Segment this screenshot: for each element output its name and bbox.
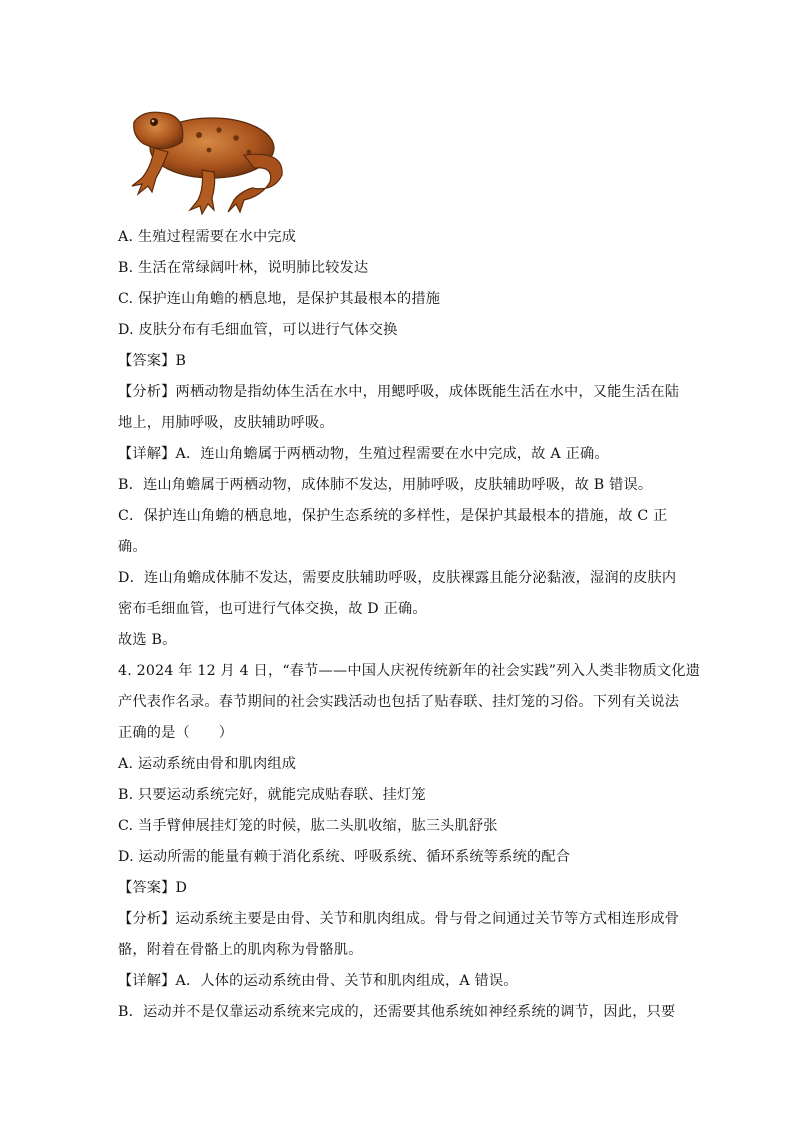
detail-line: D．连山角蟾成体肺不发达，需要皮肤辅助呼吸，皮肤裸露且能分泌黏液，湿润的皮肤内 (118, 570, 677, 586)
answer: 【答案】D (118, 880, 188, 896)
analysis-line: 地上，用肺呼吸，皮肤辅助呼吸。 (118, 415, 334, 431)
detail-line: B．运动并不是仅靠运动系统来完成的，还需要其他系统如神经系统的调节，因此，只要 (118, 1004, 676, 1020)
text-body (118, 222, 701, 1028)
analysis-line: 【分析】两栖动物是指幼体生活在水中，用鳃呼吸，成体既能生活在水中，又能生活在陆 (118, 384, 680, 400)
option-d: D. 皮肤分布有毛细血管，可以进行气体交换 (118, 322, 398, 338)
detail-line: 【详解】A．人体的运动系统由骨、关节和肌肉组成，A 错误。 (118, 973, 518, 989)
detail-line: 故选 B。 (118, 632, 177, 648)
toad-image (124, 100, 289, 215)
analysis-line: 骼，附着在骨骼上的肌肉称为骨骼肌。 (118, 942, 363, 958)
answer: 【答案】B (118, 353, 187, 369)
option-b: B. 生活在常绿阔叶林，说明肺比较发达 (118, 260, 369, 276)
option-a: A. 生殖过程需要在水中完成 (118, 229, 297, 245)
detail-line: 【详解】A．连山角蟾属于两栖动物，生殖过程需要在水中完成，故 A 正确。 (118, 446, 609, 462)
option-d: D. 运动所需的能量有赖于消化系统、呼吸系统、循环系统等系统的配合 (118, 849, 571, 865)
detail-line: B．连山角蟾属于两栖动物，成体肺不发达，用肺呼吸，皮肤辅助呼吸，故 B 错误。 (118, 477, 653, 493)
option-a: A. 运动系统由骨和肌肉组成 (118, 756, 297, 772)
detail-line: C．保护连山角蟾的栖息地，保护生态系统的多样性，是保护其最根本的措施，故 C 正 (118, 508, 668, 524)
analysis-line: 【分析】运动系统主要是由骨、关节和肌肉组成。骨与骨之间通过关节等方式相连形成骨 (118, 911, 680, 927)
detail-line: 密布毛细血管，也可进行气体交换，故 D 正确。 (118, 601, 427, 617)
detail-line: 确。 (118, 539, 147, 555)
question-stem: 正确的是（ ） (118, 725, 234, 741)
option-c: C. 保护连山角蟾的栖息地，是保护其最根本的措施 (118, 291, 441, 307)
option-b: B. 只要运动系统完好，就能完成贴春联、挂灯笼 (118, 787, 426, 803)
option-c: C. 当手臂伸展挂灯笼的时候，肱二头肌收缩，肱三头肌舒张 (118, 818, 498, 834)
question-stem: 4. 2024 年 12 月 4 日，“春节——中国人庆祝传统新年的社会实践”列入人类非物质文化遗 (118, 663, 701, 679)
question-stem: 产代表作名录。春节期间的社会实践活动也包括了贴春联、挂灯笼的习俗。下列有关说法 (118, 694, 680, 710)
